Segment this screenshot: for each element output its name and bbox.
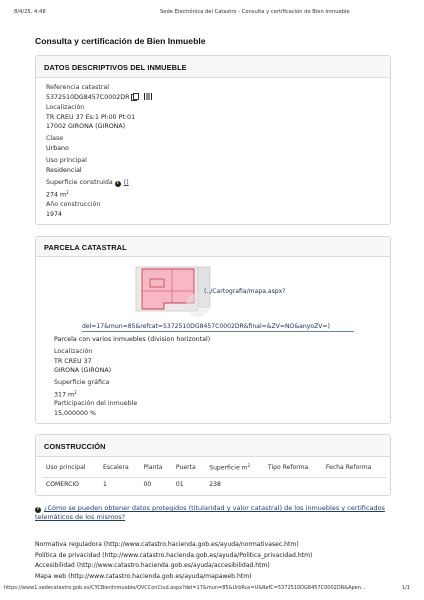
cell-escalera: 1 (99, 477, 139, 491)
info-icon[interactable]: i (115, 181, 121, 187)
participacion-field (54, 399, 137, 418)
datos-title: DATOS DESCRIPTIVOS DEL INMUEBLE (44, 63, 187, 72)
col-escalera: Escalera (102, 463, 129, 471)
localizacion-field (46, 103, 135, 132)
parcela-localizacion-label: Localización (54, 348, 93, 355)
cell-uso: COMERCIO (42, 477, 99, 491)
faq-text[interactable]: ¿Cómo se pueden obtener datos protegidos (titularidad y valor catastral) de los inmuebles y certificados telemáticos de los mismos? (35, 504, 385, 521)
parcel-map-svg (102, 265, 252, 327)
print-date: 8/4/25, 4:48 (14, 9, 46, 15)
map-url-underline (82, 331, 354, 332)
col-tipo-reforma: Tipo Reforma (267, 463, 309, 471)
col-superficie (205, 461, 264, 477)
cell-tipo-reforma (264, 477, 322, 491)
col-uso: Uso principal (46, 463, 86, 471)
parcela-localizacion-line2: GIRONA (GIRONA) (54, 367, 112, 374)
faq-link[interactable] (35, 504, 391, 522)
ref-catastral-label: Referencia catastral (46, 84, 110, 91)
uso-label: Uso principal (46, 157, 87, 164)
ref-catastral-value: 5372510DG8457C0002DR (46, 93, 130, 101)
link-normativa[interactable]: Normativa reguladora (http://www.catastro.hacienda.gob.es/ayuda/normativasec.htm) (35, 541, 299, 548)
parcela-title: PARCELA CATASTRAL (44, 243, 127, 252)
localizacion-line1: TR CREU 37 Es:1 Pl:00 Pt:01 (46, 113, 136, 121)
participacion-value: 15,000000 % (54, 409, 97, 417)
table-row (42, 477, 386, 491)
superficie-unit-sup: 2 (66, 189, 69, 195)
localizacion-label: Localización (46, 104, 85, 111)
col-planta: Planta (143, 463, 163, 471)
construccion-card (35, 434, 391, 496)
parcela-superficie-field (54, 378, 109, 400)
clase-label: Clase (46, 135, 64, 142)
footer-links (35, 540, 312, 582)
datos-descriptivos-card (35, 55, 391, 225)
card-header (36, 237, 390, 257)
construccion-table (42, 461, 386, 491)
cell-puerta: 01 (172, 477, 205, 491)
print-url: https://www1.sedecatastro.gob.es/CYCBienInmueble/OVCConCiud.aspx?del=17&mun=85&UrbRus=U&RefC=5372510DG8457C0002DR&Apen… (4, 585, 366, 591)
link-privacidad[interactable]: Política de privacidad (http://www.catastro.hacienda.gob.es/ayuda/Politica_privacidad.htm) (35, 551, 313, 559)
parcela-tipo-text: Parcela con varios inmuebles (division horizontal) (54, 336, 211, 343)
parcela-tipo (54, 335, 210, 345)
parcela-superficie-unit-sup: 2 (74, 389, 77, 395)
cell-planta: 00 (139, 477, 171, 491)
card-header (36, 56, 390, 78)
col-puerta: Puerta (175, 463, 196, 471)
clase-field (46, 134, 69, 153)
superficie-label: Superficie construida (46, 179, 113, 186)
col-superficie-sup: 2 (247, 463, 251, 468)
anio-value: 1974 (46, 210, 63, 218)
ref-catastral-field (46, 83, 152, 102)
map-url-continuation[interactable]: del=17&mun=85&refcat=5372510DG8457C0002DR&final=&ZV=NO&anyoZV=) (82, 323, 330, 330)
anio-field (46, 200, 100, 219)
parcela-localizacion-field (54, 347, 111, 376)
question-icon: ? (36, 507, 40, 512)
col-superficie-label: Superficie m (209, 464, 248, 472)
cell-fecha-reforma (322, 477, 386, 491)
parcela-superficie-label: Superficie gráfica (54, 379, 110, 386)
map-link[interactable]: (../Cartografia/mapa.aspx? (204, 288, 286, 295)
parcela-localizacion-line1: TR CREU 37 (54, 357, 92, 365)
superficie-info-link[interactable]: () (123, 179, 129, 186)
parcel-map-image[interactable] (102, 265, 252, 327)
copy-icon[interactable] (131, 93, 138, 100)
uso-field (46, 156, 87, 175)
construccion-title: CONSTRUCCIÓN (44, 442, 106, 451)
parcela-superficie-value: 317 m (54, 391, 75, 398)
table-header-row (42, 461, 386, 477)
print-page-number: 1/1 (401, 585, 410, 591)
col-fecha-reforma: Fecha Reforma (325, 463, 372, 471)
participacion-label: Participación del inmueble (54, 400, 138, 407)
anio-label: Año construcción (46, 201, 101, 208)
clase-value: Urbano (46, 144, 69, 152)
card-header (36, 435, 390, 457)
link-accesibilidad[interactable]: Accesibilidad (http://www.catastro.hacienda.gob.es/ayuda/accesibilidad.htm) (35, 562, 270, 569)
print-header (14, 9, 410, 19)
cell-superficie: 238 (205, 477, 264, 491)
page-title: Consulta y certificación de Bien Inmueble (35, 36, 206, 46)
barcode-icon[interactable] (144, 93, 152, 100)
superficie-field (46, 178, 129, 200)
print-footer (4, 585, 410, 594)
print-doc-title: Sede Electrónica del Catastro - Consulta y certificación de Bien Inmueble (160, 9, 350, 15)
localizacion-line2: 17002 GIRONA (GIRONA) (46, 123, 126, 130)
superficie-value: 274 m (46, 191, 67, 198)
uso-value: Residencial (46, 166, 82, 174)
watermark-mark (186, 293, 210, 317)
link-mapa-web[interactable]: Mapa web (http://www.catastro.hacienda.gob.es/ayuda/mapaweb.htm) (35, 572, 252, 580)
